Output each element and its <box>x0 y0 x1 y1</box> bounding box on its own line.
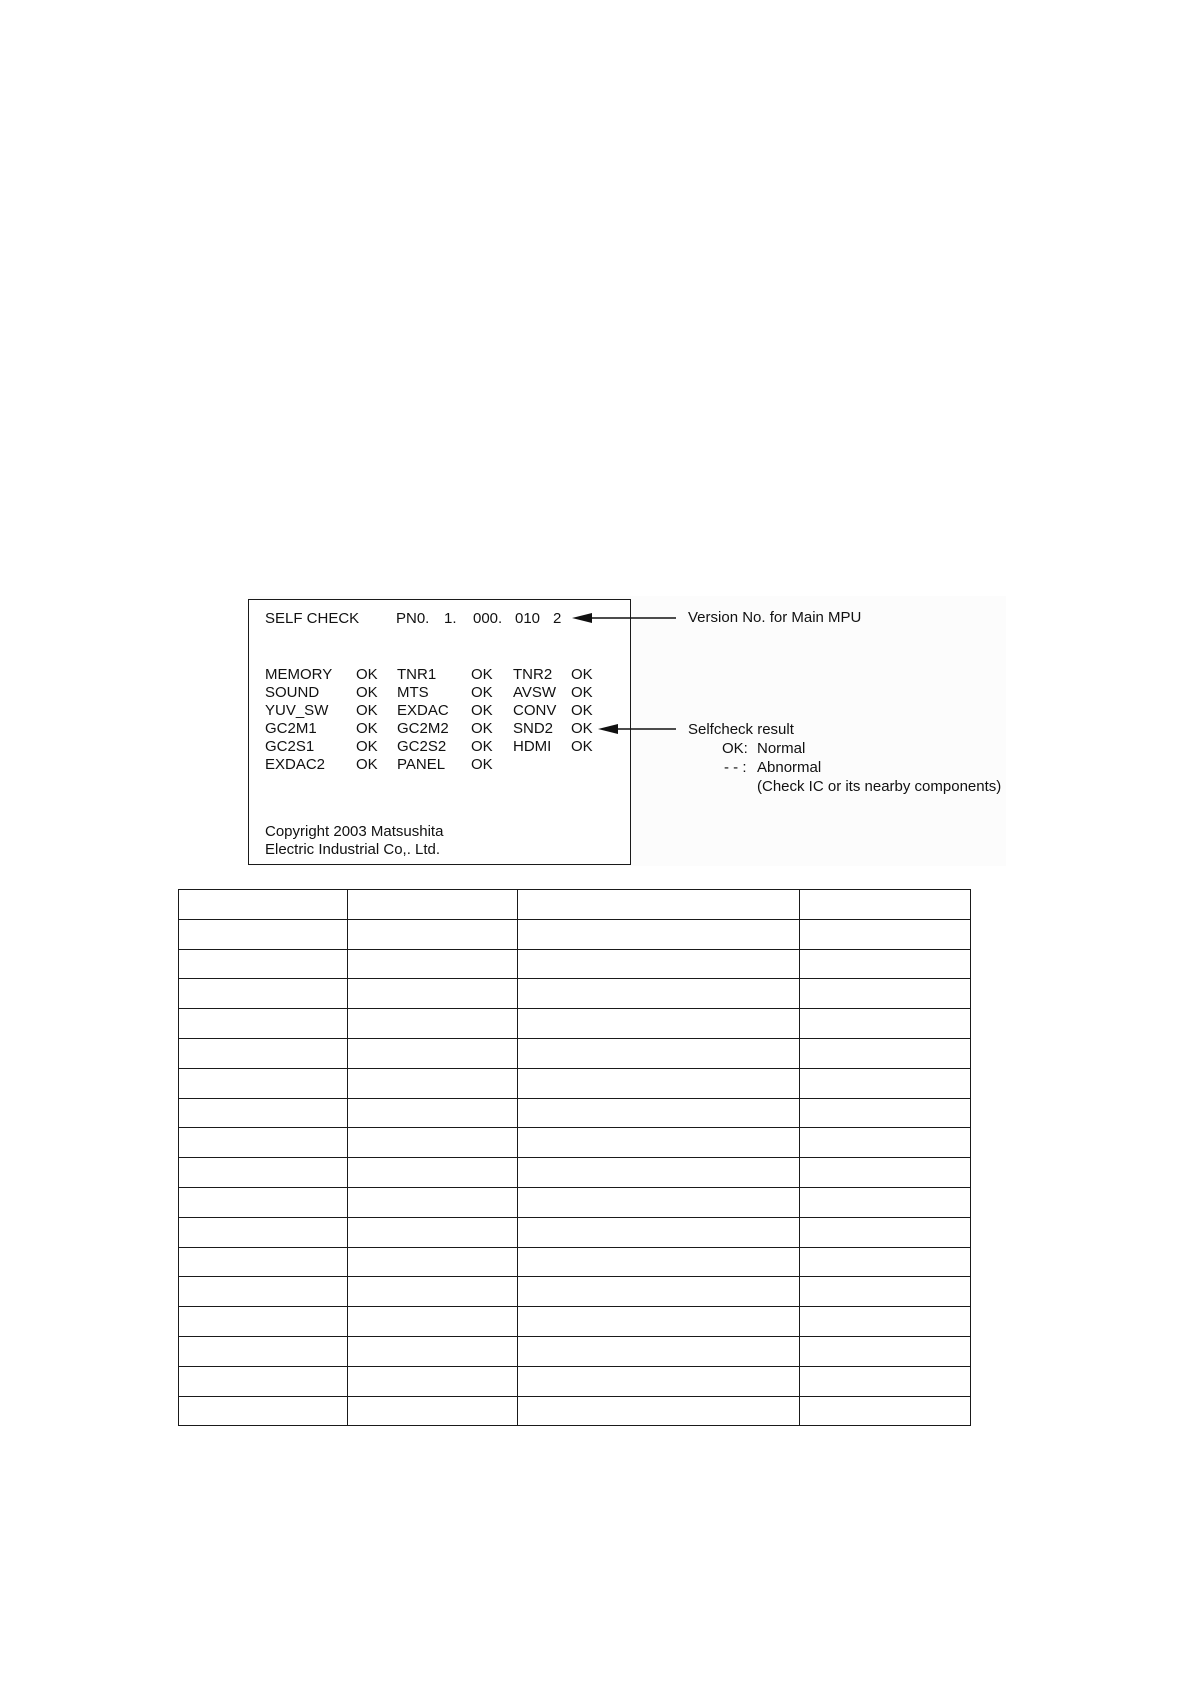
table-cell <box>348 1277 518 1307</box>
table-row <box>179 1009 971 1039</box>
table-cell <box>518 1098 800 1128</box>
legend-abnormal-note: (Check IC or its nearby components) <box>757 778 1002 795</box>
table-row <box>179 979 971 1009</box>
result-name: PANEL <box>397 756 446 773</box>
result-status: OK <box>571 738 593 755</box>
table-cell <box>348 979 518 1009</box>
table-cell <box>800 1128 971 1158</box>
copyright-line-1: Copyright 2003 Matsushita <box>265 823 444 840</box>
table-cell <box>518 1158 800 1188</box>
result-name: CONV <box>513 702 557 719</box>
self-check-title: SELF CHECK <box>265 610 360 627</box>
table-cell <box>179 1187 348 1217</box>
result-name: AVSW <box>513 684 557 701</box>
table-cell <box>179 890 348 920</box>
selfcheck-title: Selfcheck result <box>688 721 794 738</box>
result-status: OK <box>356 738 378 755</box>
table-cell <box>179 1217 348 1247</box>
result-status: OK <box>356 756 378 773</box>
table-row <box>179 1247 971 1277</box>
table-cell <box>518 1366 800 1396</box>
table-cell <box>800 1396 971 1426</box>
table-row <box>179 949 971 979</box>
table-cell <box>179 949 348 979</box>
table-cell <box>518 1247 800 1277</box>
table-row <box>179 1277 971 1307</box>
result-name: EXDAC2 <box>265 756 326 773</box>
result-name: GC2M2 <box>397 720 449 737</box>
result-status: OK <box>471 720 493 737</box>
result-name: EXDAC <box>397 702 449 719</box>
table-cell <box>179 1009 348 1039</box>
result-status: OK <box>471 666 493 683</box>
result-status: OK <box>471 756 493 773</box>
table-cell <box>179 919 348 949</box>
table-cell <box>348 1396 518 1426</box>
table-cell <box>518 949 800 979</box>
table-row <box>179 1128 971 1158</box>
table-cell <box>348 949 518 979</box>
table-cell <box>800 1187 971 1217</box>
result-name: SOUND <box>265 684 320 701</box>
legend-ok-key: OK: <box>722 740 748 757</box>
result-name: TNR1 <box>397 666 437 683</box>
result-name: TNR2 <box>513 666 553 683</box>
result-name: MTS <box>397 684 429 701</box>
blank-table-body <box>179 890 971 1426</box>
table-cell <box>518 1336 800 1366</box>
table-cell <box>800 979 971 1009</box>
table-cell <box>518 1187 800 1217</box>
table-cell <box>179 1307 348 1337</box>
result-status: OK <box>571 666 593 683</box>
version-part-2: 000. <box>473 610 503 627</box>
result-name: SND2 <box>513 720 554 737</box>
table-cell <box>800 949 971 979</box>
table-cell <box>518 919 800 949</box>
table-row <box>179 1366 971 1396</box>
table-cell <box>348 1217 518 1247</box>
table-cell <box>348 1158 518 1188</box>
table-cell <box>800 1009 971 1039</box>
table-cell <box>800 1336 971 1366</box>
table-cell <box>518 1277 800 1307</box>
table-cell <box>518 890 800 920</box>
blank-table <box>178 889 971 1426</box>
selfcheck-arrow <box>598 724 676 734</box>
table-cell <box>800 1247 971 1277</box>
table-cell <box>518 1396 800 1426</box>
table-cell <box>518 1038 800 1068</box>
result-status: OK <box>356 702 378 719</box>
table-row <box>179 1187 971 1217</box>
table-cell <box>800 890 971 920</box>
table-cell <box>348 1128 518 1158</box>
table-cell <box>348 1247 518 1277</box>
table-cell <box>179 1128 348 1158</box>
table-row <box>179 919 971 949</box>
table-cell <box>348 919 518 949</box>
result-status: OK <box>471 738 493 755</box>
result-status: OK <box>571 684 593 701</box>
table-cell <box>800 1307 971 1337</box>
table-cell <box>179 1277 348 1307</box>
table-cell <box>518 1217 800 1247</box>
table-cell <box>179 1336 348 1366</box>
version-annotation: Version No. for Main MPU <box>688 609 862 626</box>
result-status: OK <box>571 720 593 737</box>
table-cell <box>518 1128 800 1158</box>
copyright-line-2: Electric Industrial Co,. Ltd. <box>265 841 441 858</box>
result-status: OK <box>571 702 593 719</box>
table-row <box>179 1307 971 1337</box>
result-status: OK <box>356 720 378 737</box>
table-cell <box>800 1277 971 1307</box>
result-name: GC2M1 <box>265 720 317 737</box>
version-part-1: 1. <box>444 610 457 627</box>
table-cell <box>179 1068 348 1098</box>
table-cell <box>348 1336 518 1366</box>
result-status: OK <box>356 684 378 701</box>
table-cell <box>348 1038 518 1068</box>
result-status: OK <box>356 666 378 683</box>
version-prefix: PN0. <box>396 610 430 627</box>
version-part-3: 010 <box>515 610 541 627</box>
table-cell <box>179 1098 348 1128</box>
version-part-4: 2 <box>553 610 562 627</box>
table-cell <box>348 1366 518 1396</box>
table-row <box>179 1158 971 1188</box>
table-cell <box>800 1038 971 1068</box>
table-cell <box>800 1217 971 1247</box>
result-name: HDMI <box>513 738 552 755</box>
table-cell <box>348 1098 518 1128</box>
table-cell <box>800 1098 971 1128</box>
table-cell <box>800 919 971 949</box>
table-cell <box>179 1396 348 1426</box>
table-cell <box>179 1247 348 1277</box>
table-row <box>179 890 971 920</box>
table-cell <box>800 1366 971 1396</box>
table-row <box>179 1396 971 1426</box>
table-row <box>179 1068 971 1098</box>
legend-ok-value: Normal <box>757 740 806 757</box>
table-cell <box>348 1307 518 1337</box>
table-row <box>179 1038 971 1068</box>
table-row <box>179 1336 971 1366</box>
result-name: GC2S1 <box>265 738 315 755</box>
table-cell <box>348 890 518 920</box>
table-cell <box>179 1038 348 1068</box>
table-cell <box>800 1068 971 1098</box>
table-cell <box>518 1307 800 1337</box>
result-name: MEMORY <box>265 666 333 683</box>
table-cell <box>348 1068 518 1098</box>
table-cell <box>518 979 800 1009</box>
result-status: OK <box>471 684 493 701</box>
version-arrow <box>572 613 676 623</box>
table-cell <box>179 1366 348 1396</box>
table-cell <box>179 979 348 1009</box>
legend-abnormal-key: - - : <box>724 759 747 776</box>
table-cell <box>800 1158 971 1188</box>
table-cell <box>179 1158 348 1188</box>
table-cell <box>348 1187 518 1217</box>
table-row <box>179 1098 971 1128</box>
table-cell <box>518 1068 800 1098</box>
table-cell <box>348 1009 518 1039</box>
result-status: OK <box>471 702 493 719</box>
table-row <box>179 1217 971 1247</box>
result-name: YUV_SW <box>265 702 329 719</box>
legend-abnormal-value: Abnormal <box>757 759 822 776</box>
table-cell <box>518 1009 800 1039</box>
result-name: GC2S2 <box>397 738 447 755</box>
